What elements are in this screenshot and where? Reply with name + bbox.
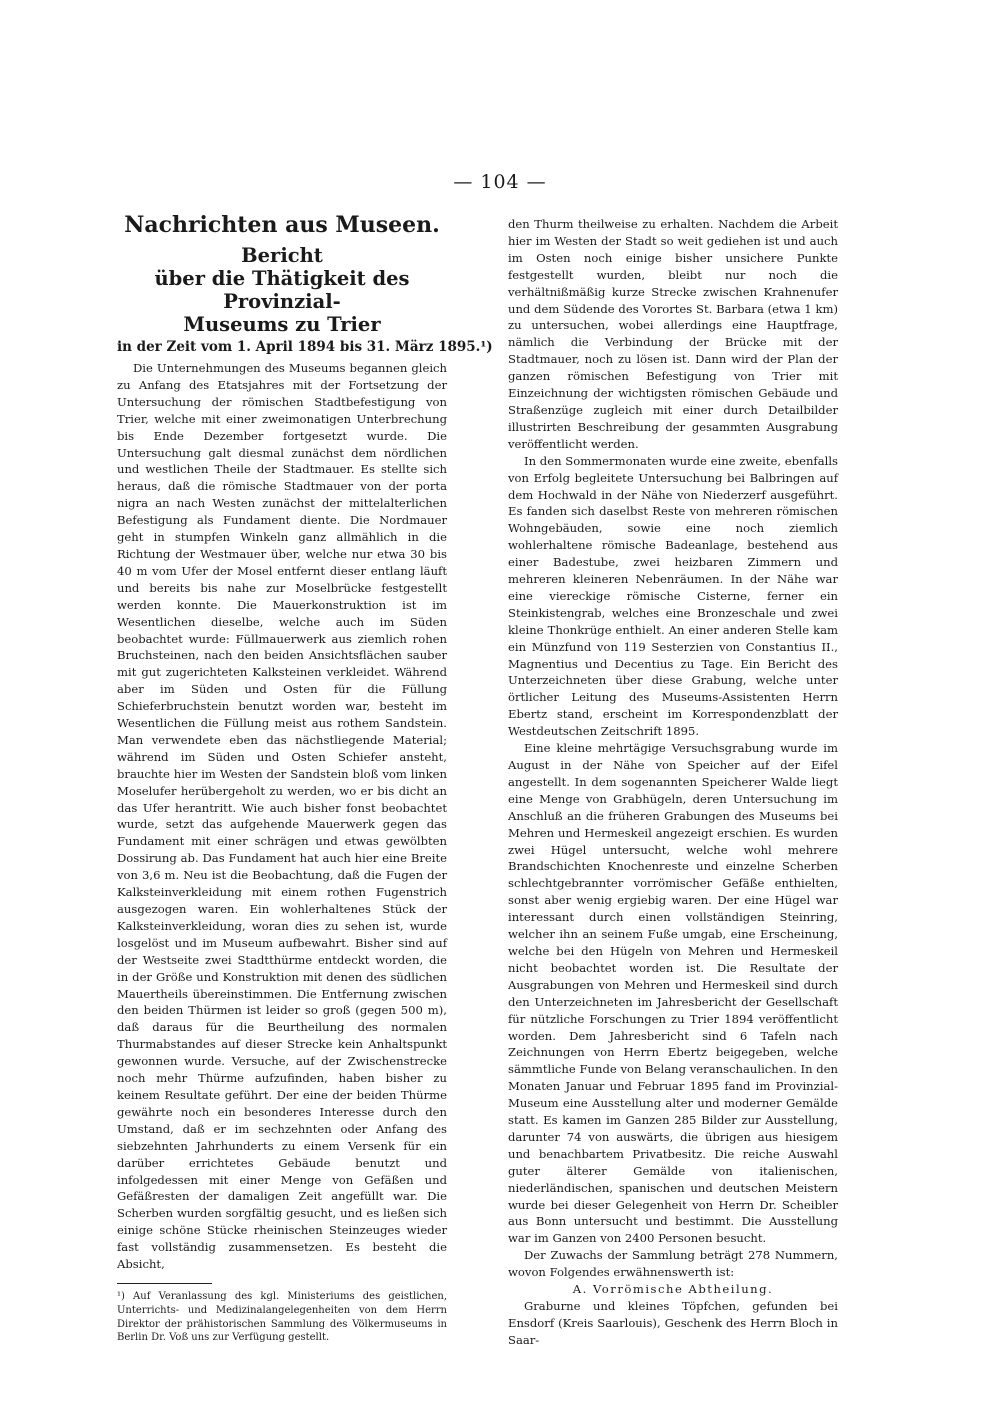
body-paragraph: In den Sommermonaten wurde eine zweite, ebenfalls von Erfolg begleitete Untersuchung bei Balbringen auf dem Hochwald in der Nähe von Niederzerf ausgeführt. Es fanden sich daselbst Reste von mehreren römischen Wohngebäuden, sowie eine noch ziemlich wohlerhaltene römische Badeanlage, bestehend aus einer Badestube, zwei heizbaren Zimmern und mehreren kleineren Nebenräumen. In der Nähe war eine viereckige römische Cisterne, ferner ein Steinkistengrab, welches eine Bronzeschale und zwei kleine Thonkrüge enthielt. An einer anderen Stelle kam ein Münzfund von 119 Sesterzien von Constantius II., Magnentius und Decentius zu Tage. Ein Bericht des Unterzeichneten über diese Grabung, welche unter örtlicher Leitung des Museums-Assistenten Herrn Ebertz stand, erscheint im Korrespondenzblatt der Westdeutschen Zeitschrift 1895. [508,453,838,739]
footnote-divider [117,1283,212,1284]
page-number: — 104 — [453,171,547,193]
body-paragraph: Eine kleine mehrtägige Versuchsgrabung wurde im August in der Nähe von Speicher auf der Eifel angestellt. In dem sogenannten Speicherer Walde liegt eine Menge von Grabhügeln, deren Untersuchung im Anschluß an die früheren Grabungen des Museums bei Mehren und Hermeskeil angezeigt erschien. Es wurden zwei Hügel untersucht, welche wohl mehrere Brandschichten Knochenreste und einzelne Scherben schlechtgebrannter vorrömischer Gefäße enthielten, sonst aber wenig ergiebig waren. Der eine Hügel war interessant durch einen vollständigen Steinring, welcher ihn an seinem Fuße umgab, eine Erscheinung, welche bei den Hügeln von Mehren und Hermeskeil nicht beobachtet worden ist. Die Resultate der Ausgrabungen von Mehren und Hermeskeil sind durch den Unterzeichneten im Jahresbericht der Gesellschaft für nützliche Forschungen zu Trier 1894 veröffentlicht worden. Dem Jahresbericht sind 6 Tafeln nach Zeichnungen von Herrn Ebertz beigegeben, welche sämmtliche Funde von Belang veranschaulichen. In den Monaten Januar und Februar 1895 fand im Provinzial-Museum eine Ausstellung alter und moderner Gemälde statt. Es kamen im Ganzen 285 Bilder zur Ausstellung, darunter 74 von auswärts, die übrigen aus hiesigem und benachbartem Privatbesitz. Die reiche Auswahl guter älterer Gemälde von italienischen, niederländischen, spanischen und deutschen Meistern wurde bei dieser Gelegenheit von Herrn Dr. Scheibler aus Bonn untersucht und bestimmt. Die Ausstellung war im Ganzen von 2400 Personen besucht. [508,741,838,1246]
body-paragraph: Die Unternehmungen des Museums begannen gleich zu Anfang des Etatsjahres mit der Fortsetzung der Untersuchung der römischen Stadtbefestigung von Trier, welche mit einer zweimonatigen Unterbrechung bis Ende Dezember fortgesetzt wurde. Die Untersuchung galt diesmal zunächst dem nördlichen und westlichen Theile der Stadtmauer. Es stellte sich heraus, daß die römische Stadtmauer von der porta nigra an nach Westen zunächst der mittelalterlichen Befestigung als Fundament diente. Die Nordmauer geht in stumpfen Winkeln ganz allmählich in die Richtung der Westmauer über, welche nur etwa 30 bis 40 m vom Ufer der Mosel entfernt dieser entlang läuft und bereits bis nahe zur Moselbrücke festgestellt werden konnte. Die Mauerkonstruktion ist im Wesentlichen dieselbe, welche auch im Süden beobachtet wurde: Füllmauerwerk aus ziemlich rohen Bruchsteinen, nach den beiden Ansichtsflächen sauber mit gut zugerichteten Kalksteinen verkleidet. Während aber im Süden und Osten für die Füllung Schieferbruchstein benutzt worden war, besteht im Wesentlichen die Füllung meist aus rothem Sandstein. Man verwendete eben das nächstliegende Material; während im Süden und Osten Schiefer ansteht, brauchte hier im Westen der Sandstein bloß vom linken Moselufer herübergeholt zu werden, wo er bis dicht an das Ufer herantritt. Wie auch bisher fonst beobachtet wurde, setzt das aufgehende Mauerwerk gegen das Fundament mit einer schrägen und etwas gewölbten Dossirung ab. Das Fundament hat auch hier eine Breite von 3,6 m. Neu ist die Beobachtung, daß die Fugen der Kalksteinverkleidung mit einem rothen Fugenstrich ausgezogen waren. Ein wohlerhaltenes Stück der Kalksteinverkleidung, woran dies zu sehen ist, wurde losgelöst und im Museum aufbewahrt. Bisher sind auf der Westseite zwei Stadtthürme entdeckt worden, die in der Größe und Konstruktion mit denen des südlichen Mauertheils übereinstimmen. Die Entfernung zwischen den beiden Thürmen ist leider so groß (gegen 500 m), daß daraus für die Beurtheilung des normalen Thurmabstandes auf dieser Strecke kein Anhaltspunkt gewonnen wurde. Versuche, auf der Zwischenstrecke noch mehr Thürme aufzufinden, haben bisher zu keinem Resultate geführt. Der eine der beiden Thürme gewährte noch ein besonderes Interesse durch den Umstand, daß er im sechzehnten oder Anfang des siebzehnten Jahrhunderts zu einem Versenk für ein darüber errichtetes Gebäude benutzt und infolgedessen mit einer Menge von Gefäßen und Gefäßresten der damaligen Zeit angefüllt war. Die Scherben wurden sorgfältig gesucht, und es ließen sich einige schöne Stücke rheinischen Steinzeuges wieder fast vollständig zusammensetzen. Es besteht die Absicht, [117,361,447,1272]
body-paragraph: den Thurm theilweise zu erhalten. Nachdem die Arbeit hier im Westen der Stadt so weit gediehen ist und auch im Osten noch einige bisher unsichere Punkte festgestellt wurden, bleibt nur noch die verhältnißmäßig kurze Strecke zwischen Krahnenufer und dem Südende des Vorortes St. Barbara (etwa 1 km) zu untersuchen, wobei allerdings eine Hauptfrage, nämlich die Verbindung der Brücke mit der Stadtmauer, noch zu lösen ist. Dann wird der Plan der ganzen römischen Befestigung von Trier mit Einzeichnung der wichtigsten römischen Gebäude und Straßenzüge zugleich mit einer durch Detailbilder illustrirten Beschreibung der gesammten Ausgrabung veröffentlicht werden. [508,217,838,451]
report-period: in der Zeit vom 1. April 1894 bis 31. März 1895.¹) [117,339,493,355]
subsection-heading: A. Vorrömische Abtheilung. [572,1282,774,1297]
section-title: Nachrichten aus Museen. [124,212,440,238]
left-column [117,212,493,1345]
report-title-line-1: Bericht [241,244,323,267]
report-title-line-3: Museums zu Trier [183,313,381,336]
right-column [508,216,838,1349]
report-title-line-2: über die Thätigkeit des Provinzial- [154,267,410,313]
footnote: ¹) Auf Veranlassung des kgl. Ministeriums des geistlichen, Unterrichts- und Medizinalangelegenheiten von dem Herrn Direktor der prähistorischen Sammlung des Völkermuseums in Berlin Dr. Voß uns zur Verfügung gestellt. [117,1290,447,1344]
body-paragraph: Der Zuwachs der Sammlung beträgt 278 Nummern, wovon Folgendes erwähnenswerth ist: [508,1248,838,1280]
body-paragraph: Graburne und kleines Töpfchen, gefunden bei Ensdorf (Kreis Saarlouis), Geschenk des Herrn Bloch in Saar- [508,1299,838,1347]
